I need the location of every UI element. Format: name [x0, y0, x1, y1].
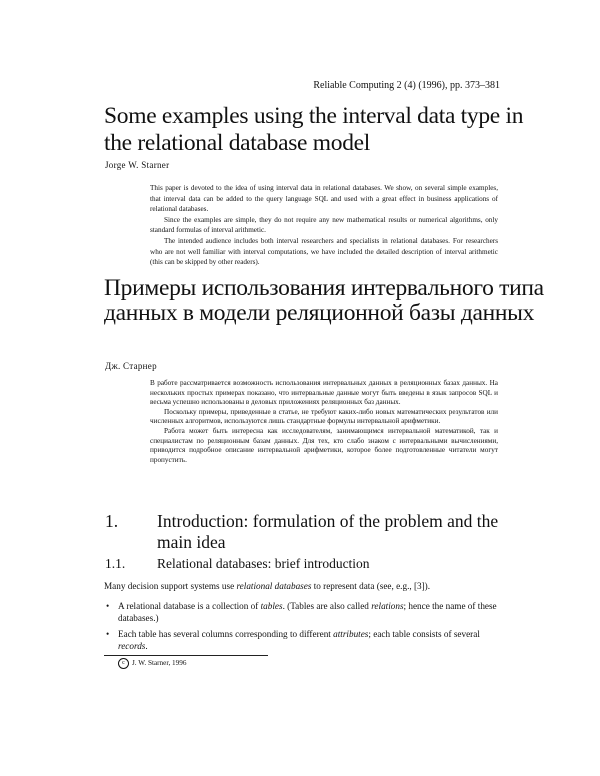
subsection-title: Relational databases: brief introduction: [157, 556, 370, 571]
list-item-text: Each table has several columns corresponding to different: [118, 629, 334, 639]
list-item-emphasis: records: [118, 641, 146, 651]
abstract-english: [150, 183, 498, 268]
abstract-ru-paragraph: В работе рассматривается возможность использования интервальных данных в реляционных базах данных. На нескольких простых примерах показано, что интервальные данные могут быть введены в язык запросов SQL и весьма успешно использованы в деловых приложениях реляционных баз данных.: [150, 379, 498, 407]
copyright-footnote: [118, 658, 186, 669]
section-title: Introduction: formulation of the problem and the main idea: [157, 511, 499, 552]
abstract-ru-paragraph: Работа может быть интересна как исследователям, занимающимся интервальной математикой, так и специалистам по реляционным базам данных. Для тех, кто слабо знаком с интервальными вычислениями, приводится подробное описание интервальной арифметики, которое более подготовленные читатели могут пропустить.: [150, 426, 498, 464]
journal-citation: Reliable Computing 2 (4) (1996), pp. 373–381: [313, 80, 500, 91]
list-item-emphasis: relations: [371, 601, 404, 611]
list-item-text: ; each table consists of several: [368, 629, 480, 639]
bullet-icon: •: [106, 629, 110, 639]
footnote-divider: [104, 655, 268, 656]
list-item-text: A relational database is a collection of: [118, 601, 261, 611]
section-number: 1.: [105, 511, 119, 531]
abstract-en-paragraph: This paper is devoted to the idea of using interval data in relational databases. We show, on several simple examples, that interval data can be added to the query language SQL and used with a great effect in business applications of relational databases.: [150, 184, 498, 214]
abstract-ru-paragraph: Поскольку примеры, приведенные в статье, не требуют каких-либо новых математических результатов или численных алгоритмов, используются лишь стандартные формулы интервальной арифметики.: [150, 407, 498, 426]
list-item-text: ; hence the name of these databases.): [118, 601, 497, 623]
author-english: Jorge W. Starner: [105, 160, 170, 170]
list-item: [104, 600, 500, 624]
list-item-text: . (Tables are also called: [282, 601, 372, 611]
bullet-icon: •: [106, 601, 110, 611]
subsection-number: 1.1.: [105, 556, 126, 571]
list-item-text: .: [145, 641, 148, 651]
intro-text: to represent data (see, e.g., [3]).: [311, 581, 431, 591]
intro-paragraph: [104, 581, 500, 591]
bullet-list: [104, 600, 500, 656]
abstract-en-paragraph: Since the examples are simple, they do not require any new mathematical results or numerical algorithms, only standard formulas of interval arithmetic.: [150, 215, 498, 235]
author-russian: Дж. Старнер: [105, 361, 157, 371]
intro-emphasis: relational databases: [236, 581, 312, 591]
paper-title-russian: Примеры использования интервального типа данных в модели реляционной базы данных: [104, 275, 544, 326]
abstract-russian: [150, 379, 498, 465]
copyright-icon: c: [118, 658, 129, 669]
abstract-en-paragraph: The intended audience includes both interval researchers and specialists in relational databases. For researchers who are not well familiar with interval computations, we have included the detailed description of interval arithmetic (this can be skipped by other readers).: [150, 236, 498, 267]
list-item: [104, 628, 500, 652]
list-item-emphasis: attributes: [333, 629, 369, 639]
copyright-text: J. W. Starner, 1996: [132, 659, 187, 668]
paper-title-english: Some examples using the interval data type in the relational database model: [104, 103, 524, 156]
list-item-emphasis: tables: [260, 601, 283, 611]
intro-text: Many decision support systems use: [104, 581, 237, 591]
